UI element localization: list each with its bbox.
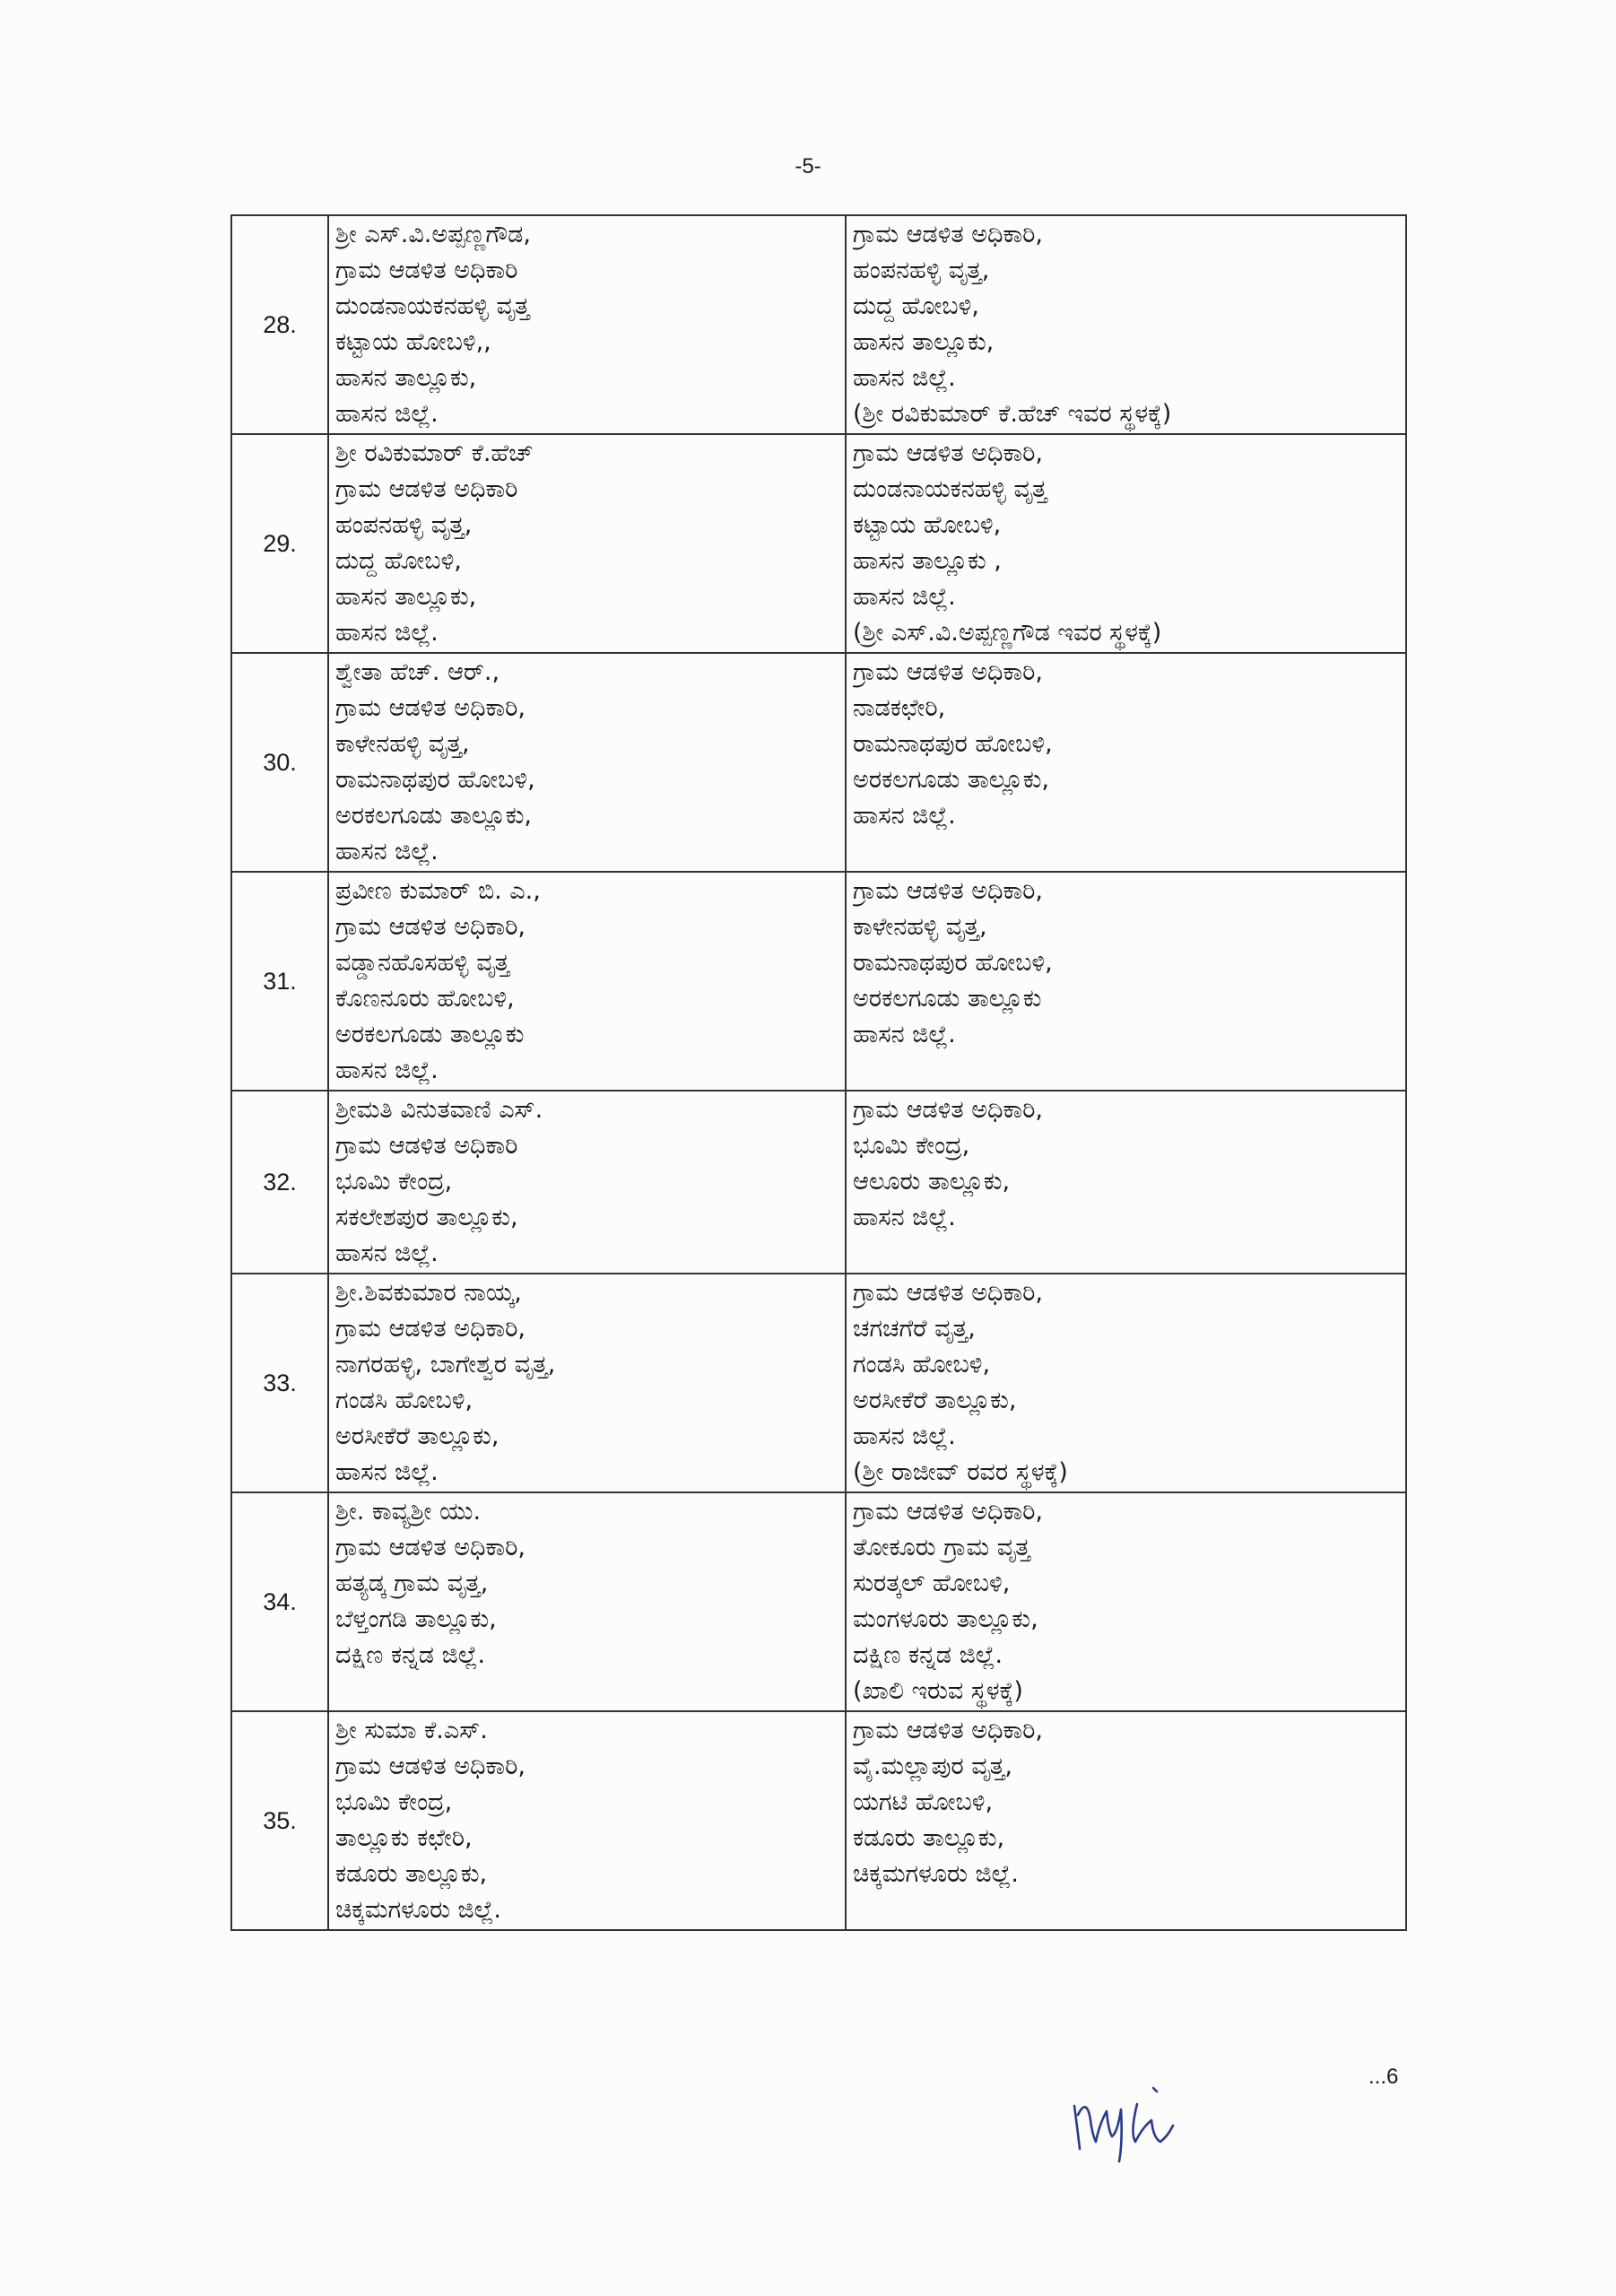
- current-posting-line: ಗ್ರಾಮ ಆಡಳಿತ ಅಧಿಕಾರಿ: [335, 1132, 518, 1160]
- current-posting-line: ದುದ್ದ ಹೋಬಳಿ,: [335, 547, 462, 575]
- signature-image: [1067, 2079, 1238, 2169]
- current-posting-line: ಕಟ್ಟಾಯ ಹೋಬಳಿ,,: [335, 328, 491, 356]
- new-posting-line: ಹಾಸನ ತಾಲ್ಲೂಕು ,: [853, 547, 1002, 575]
- table-row: [231, 434, 1406, 653]
- new-posting-line: ಹಾಸನ ಜಿಲ್ಲೆ.: [853, 364, 956, 392]
- new-posting-cell: [846, 1274, 1406, 1492]
- current-posting-cell: [328, 653, 846, 872]
- new-posting-cell: [846, 653, 1406, 872]
- new-posting-line: ಯಗಟಿ ಹೋಬಳಿ,: [853, 1788, 994, 1816]
- current-posting-line: ಕಡೂರು ತಾಲ್ಲೂಕು,: [335, 1860, 488, 1888]
- current-posting-line: ಹಾಸನ ಜಿಲ್ಲೆ.: [335, 619, 439, 647]
- current-posting-line: ಗ್ರಾಮ ಆಡಳಿತ ಅಧಿಕಾರಿ,: [335, 1315, 526, 1343]
- current-posting-line: ಅರಕಲಗೂಡು ತಾಲ್ಲೂಕು,: [335, 802, 533, 830]
- current-posting-line: ಭೂಮಿ ಕೇಂದ್ರ,: [335, 1168, 453, 1196]
- new-posting-line: ಹಾಸನ ಜಿಲ್ಲೆ.: [853, 1021, 956, 1048]
- current-posting-line: ಹಾಸನ ಜಿಲ್ಲೆ.: [335, 1057, 439, 1084]
- new-posting-line: (ಶ್ರೀ ರಾಜೀವ್ ರವರ ಸ್ಥಳಕ್ಕೆ): [853, 1458, 1068, 1486]
- current-posting-line: ಶ್ರೀ ಎಸ್.ವಿ.ಅಪ್ಪಣ್ಣಗೌಡ,: [335, 221, 531, 248]
- current-posting-line: ಅರಕಲಗೂಡು ತಾಲ್ಲೂಕು: [335, 1021, 525, 1048]
- new-posting-line: ಗ್ರಾಮ ಆಡಳಿತ ಅಧಿಕಾರಿ,: [853, 221, 1043, 248]
- new-posting-line: ಆಲೂರು ತಾಲ್ಲೂಕು,: [853, 1168, 1011, 1196]
- current-posting-line: ಕೊಣನೂರು ಹೋಬಳಿ,: [335, 985, 515, 1013]
- current-posting-cell: [328, 1274, 846, 1492]
- new-posting-line: ಹಾಸನ ಜಿಲ್ಲೆ.: [853, 1204, 956, 1231]
- new-posting-line: ಕಾಳೇನಹಳ್ಳಿ ವೃತ್ತ,: [853, 913, 987, 941]
- current-posting-cell: [328, 1711, 846, 1930]
- table-row: [231, 872, 1406, 1091]
- current-posting-line: ಶ್ರೀ. ಕಾವ್ಯಶ್ರೀ ಯು.: [335, 1498, 482, 1526]
- current-posting-line: ಹಂಪನಹಳ್ಳಿ ವೃತ್ತ,: [335, 511, 473, 539]
- current-posting-line: ಗ್ರಾಮ ಆಡಳಿತ ಅಧಿಕಾರಿ,: [335, 1752, 526, 1780]
- table-row: [231, 1711, 1406, 1930]
- new-posting-line: (ಶ್ರೀ ಎಸ್.ವಿ.ಅಪ್ಪಣ್ಣಗೌಡ ಇವರ ಸ್ಥಳಕ್ಕೆ): [853, 619, 1162, 647]
- new-posting-line: ಹಾಸನ ಜಿಲ್ಲೆ.: [853, 802, 956, 830]
- serial-number: 33.: [231, 1274, 328, 1492]
- new-posting-line: ಕಡೂರು ತಾಲ್ಲೂಕು,: [853, 1824, 1005, 1852]
- current-posting-line: ಶ್ರೀಮತಿ ವಿನುತವಾಣಿ ಎಸ್.: [335, 1096, 543, 1124]
- current-posting-line: ಶ್ರೀ ಸುಮಾ ಕೆ.ಎಸ್.: [335, 1717, 488, 1744]
- new-posting-line: ರಾಮನಾಥಪುರ ಹೋಬಳಿ,: [853, 730, 1053, 758]
- new-posting-cell: [846, 1492, 1406, 1711]
- serial-number: 31.: [231, 872, 328, 1091]
- new-posting-cell: [846, 434, 1406, 653]
- new-posting-line: ಚಗಚಗೆರೆ ವೃತ್ತ,: [853, 1315, 976, 1343]
- current-posting-line: ಹತ್ಯಡ್ಕ ಗ್ರಾಮ ವೃತ್ತ,: [335, 1570, 489, 1597]
- new-posting-line: ನಾಡಕಛೇರಿ,: [853, 694, 946, 722]
- current-posting-line: ಹಾಸನ ಜಿಲ್ಲೆ.: [335, 400, 439, 428]
- new-posting-line: ಹಂಪನಹಳ್ಳಿ ವೃತ್ತ,: [853, 257, 990, 284]
- new-posting-line: ಗ್ರಾಮ ಆಡಳಿತ ಅಧಿಕಾರಿ,: [853, 1279, 1043, 1307]
- new-posting-line: ಅರಕಲಗೂಡು ತಾಲ್ಲೂಕು,: [853, 766, 1050, 794]
- new-posting-line: ಹಾಸನ ತಾಲ್ಲೂಕು,: [853, 328, 995, 356]
- current-posting-line: ಅರಸೀಕೆರೆ ತಾಲ್ಲೂಕು,: [335, 1422, 500, 1450]
- current-posting-line: ಗ್ರಾಮ ಆಡಳಿತ ಅಧಿಕಾರಿ,: [335, 1534, 526, 1561]
- transfer-table: [230, 214, 1407, 1931]
- current-posting-line: ತಾಲ್ಲೂಕು ಕಛೇರಿ,: [335, 1824, 473, 1852]
- current-posting-line: ಪ್ರವೀಣ ಕುಮಾರ್ ಬಿ. ಎ.,: [335, 877, 541, 905]
- new-posting-line: (ಖಾಲಿ ಇರುವ ಸ್ಥಳಕ್ಕೆ): [853, 1677, 1023, 1705]
- new-posting-line: ಅರಸೀಕೆರೆ ತಾಲ್ಲೂಕು,: [853, 1387, 1017, 1414]
- continuation-marker: ...6: [1368, 2065, 1399, 2089]
- table-row: [231, 653, 1406, 872]
- serial-number: 34.: [231, 1492, 328, 1711]
- current-posting-line: ಗ್ರಾಮ ಆಡಳಿತ ಅಧಿಕಾರಿ,: [335, 913, 526, 941]
- current-posting-line: ಗ್ರಾಮ ಆಡಳಿತ ಅಧಿಕಾರಿ,: [335, 694, 526, 722]
- current-posting-line: ಗಂಡಸಿ ಹೋಬಳಿ,: [335, 1387, 474, 1414]
- table-row: [231, 1274, 1406, 1492]
- new-posting-line: ಚಿಕ್ಕಮಗಳೂರು ಜಿಲ್ಲೆ.: [853, 1860, 1019, 1888]
- current-posting-line: ಶ್ವೇತಾ ಹೆಚ್. ಆರ್.,: [335, 658, 500, 686]
- current-posting-line: ಬೆಳ್ತಂಗಡಿ ತಾಲ್ಲೂಕು,: [335, 1605, 497, 1633]
- current-posting-line: ಹಾಸನ ಜಿಲ್ಲೆ.: [335, 838, 439, 865]
- new-posting-line: ಗ್ರಾಮ ಆಡಳಿತ ಅಧಿಕಾರಿ,: [853, 877, 1043, 905]
- new-posting-line: ಕಟ್ಟಾಯ ಹೋಬಳಿ,: [853, 511, 1002, 539]
- current-posting-line: ರಾಮನಾಥಪುರ ಹೋಬಳಿ,: [335, 766, 535, 794]
- serial-number: 28.: [231, 215, 328, 434]
- current-posting-line: ವಡ್ಡಾನಹೊಸಹಳ್ಳಿ ವೃತ್ತ: [335, 949, 510, 977]
- current-posting-line: ಶ್ರೀ ರವಿಕುಮಾರ್ ಕೆ.ಹೆಚ್: [335, 439, 534, 467]
- current-posting-line: ನಾಗರಹಳ್ಳಿ, ಬಾಗೇಶ್ವರ ವೃತ್ತ,: [335, 1351, 556, 1378]
- current-posting-cell: [328, 215, 846, 434]
- current-posting-line: ಗ್ರಾಮ ಆಡಳಿತ ಅಧಿಕಾರಿ: [335, 257, 518, 284]
- table-body: [231, 215, 1406, 1930]
- current-posting-line: ಹಾಸನ ಜಿಲ್ಲೆ.: [335, 1239, 439, 1267]
- table-row: [231, 215, 1406, 434]
- current-posting-cell: [328, 872, 846, 1091]
- current-posting-line: ಕಾಳೇನಹಳ್ಳಿ ವೃತ್ತ,: [335, 730, 470, 758]
- new-posting-line: ಗ್ರಾಮ ಆಡಳಿತ ಅಧಿಕಾರಿ,: [853, 439, 1043, 467]
- current-posting-line: ದಕ್ಷಿಣ ಕನ್ನಡ ಜಿಲ್ಲೆ.: [335, 1641, 486, 1669]
- current-posting-line: ಹಾಸನ ಜಿಲ್ಲೆ.: [335, 1458, 439, 1486]
- new-posting-line: ದಕ್ಷಿಣ ಕನ್ನಡ ಜಿಲ್ಲೆ.: [853, 1641, 1003, 1669]
- new-posting-line: ದುದ್ದ ಹೋಬಳಿ,: [853, 292, 979, 320]
- new-posting-line: ಹಾಸನ ಜಿಲ್ಲೆ.: [853, 583, 956, 611]
- serial-number: 32.: [231, 1091, 328, 1274]
- new-posting-line: ತೋಕೂರು ಗ್ರಾಮ ವೃತ್ತ: [853, 1534, 1030, 1561]
- table-row: [231, 1091, 1406, 1274]
- serial-number: 29.: [231, 434, 328, 653]
- new-posting-line: ವೈ.ಮಲ್ಲಾಪುರ ವೃತ್ತ,: [853, 1752, 1012, 1780]
- new-posting-line: ಗ್ರಾಮ ಆಡಳಿತ ಅಧಿಕಾರಿ,: [853, 1717, 1043, 1744]
- new-posting-cell: [846, 872, 1406, 1091]
- new-posting-line: ಗ್ರಾಮ ಆಡಳಿತ ಅಧಿಕಾರಿ,: [853, 658, 1043, 686]
- new-posting-line: ಗ್ರಾಮ ಆಡಳಿತ ಅಧಿಕಾರಿ,: [853, 1096, 1043, 1124]
- table-row: [231, 1492, 1406, 1711]
- current-posting-line: ಚಿಕ್ಕಮಗಳೂರು ಜಿಲ್ಲೆ.: [335, 1896, 501, 1924]
- current-posting-line: ಸಕಲೇಶಪುರ ತಾಲ್ಲೂಕು,: [335, 1204, 518, 1231]
- current-posting-line: ಹಾಸನ ತಾಲ್ಲೂಕು,: [335, 364, 477, 392]
- current-posting-line: ಗ್ರಾಮ ಆಡಳಿತ ಅಧಿಕಾರಿ: [335, 475, 518, 503]
- current-posting-line: ಹಾಸನ ತಾಲ್ಲೂಕು,: [335, 583, 477, 611]
- serial-number: 35.: [231, 1711, 328, 1930]
- current-posting-cell: [328, 1091, 846, 1274]
- new-posting-line: ಅರಕಲಗೂಡು ತಾಲ್ಲೂಕು: [853, 985, 1042, 1013]
- new-posting-line: ಮಂಗಳೂರು ತಾಲ್ಲೂಕು,: [853, 1605, 1038, 1633]
- new-posting-cell: [846, 1711, 1406, 1930]
- new-posting-line: (ಶ್ರೀ ರವಿಕುಮಾರ್ ಕೆ.ಹೆಚ್ ಇವರ ಸ್ಥಳಕ್ಕೆ): [853, 400, 1172, 428]
- current-posting-line: ಭೂಮಿ ಕೇಂದ್ರ,: [335, 1788, 453, 1816]
- current-posting-cell: [328, 434, 846, 653]
- new-posting-cell: [846, 215, 1406, 434]
- new-posting-line: ಗಂಡಸಿ ಹೋಬಳಿ,: [853, 1351, 991, 1378]
- new-posting-cell: [846, 1091, 1406, 1274]
- new-posting-line: ಹಾಸನ ಜಿಲ್ಲೆ.: [853, 1422, 956, 1450]
- current-posting-cell: [328, 1492, 846, 1711]
- new-posting-line: ಸುರತ್ಕಲ್ ಹೋಬಳಿ,: [853, 1570, 1011, 1597]
- current-posting-line: ಶ್ರೀ.ಶಿವಕುಮಾರ ನಾಯ್ಕ,: [335, 1279, 522, 1307]
- new-posting-line: ಭೂಮಿ ಕೇಂದ್ರ,: [853, 1132, 970, 1160]
- new-posting-line: ಗ್ರಾಮ ಆಡಳಿತ ಅಧಿಕಾರಿ,: [853, 1498, 1043, 1526]
- new-posting-line: ದುಂಡನಾಯಕನಹಳ್ಳಿ ವೃತ್ತ: [853, 475, 1047, 503]
- serial-number: 30.: [231, 653, 328, 872]
- new-posting-line: ರಾಮನಾಥಪುರ ಹೋಬಳಿ,: [853, 949, 1053, 977]
- page-number: -5-: [795, 154, 821, 178]
- current-posting-line: ದುಂಡನಾಯಕನಹಳ್ಳಿ ವೃತ್ತ: [335, 292, 530, 320]
